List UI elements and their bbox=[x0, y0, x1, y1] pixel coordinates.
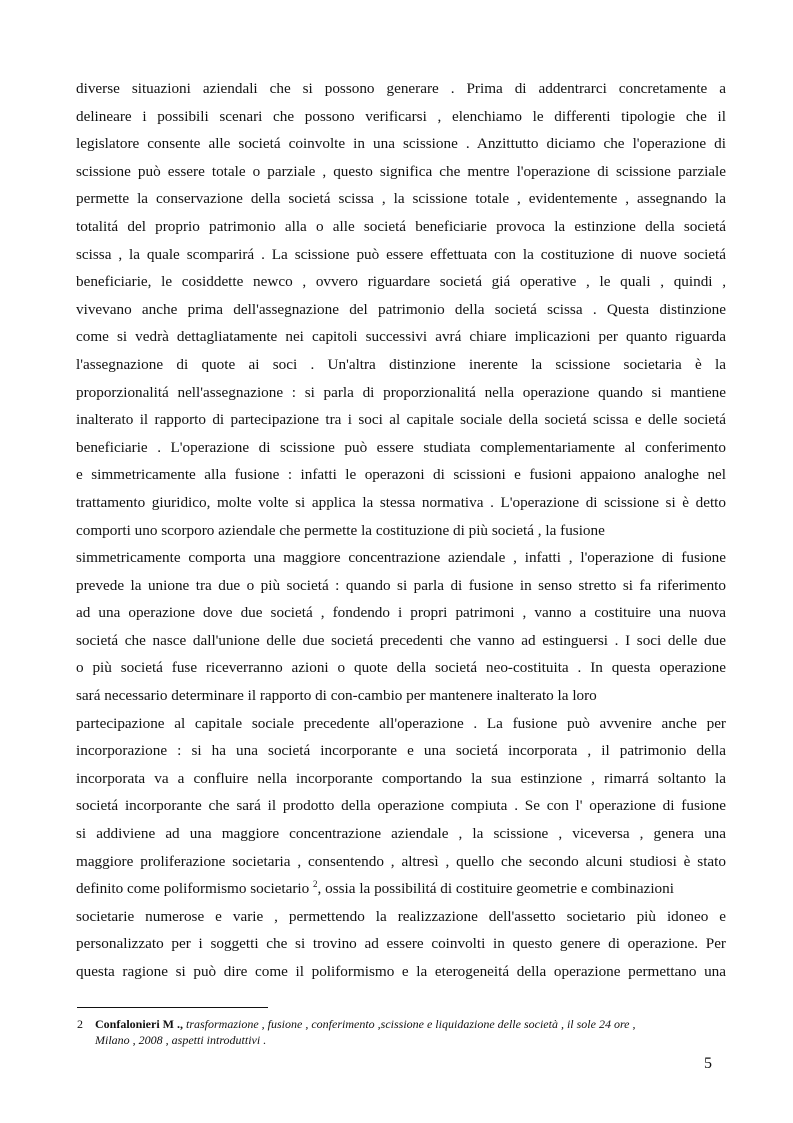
text-line-6: totalitá del proprio patrimonio alla o alle societá beneficiarie provoca la estinzione della societá bbox=[76, 217, 726, 235]
text-line-11: l'assegnazione di quote ai soci . Un'altra distinzione inerente la scissione societaria è la bbox=[76, 355, 726, 373]
text-line-30-after: , ossia la possibilitá di costituire geometrie e combinazioni bbox=[317, 880, 674, 898]
text-line-31: societarie numerose e varie , permettendo la realizzazione dell'assetto societario più idoneo e bbox=[76, 907, 726, 925]
text-line-9: vivevano anche prima dell'assegnazione del patrimonio della societá scissa . Questa distinzione bbox=[76, 300, 726, 318]
body-text bbox=[76, 75, 726, 986]
footnote-line-1 bbox=[77, 1016, 717, 1032]
text-line-22: o più societá fuse riceverranno azioni o quote della societá neo-costituita . In questa operazione bbox=[76, 659, 726, 677]
text-line-21: societá che nasce dall'unione delle due societá precedenti che vanno ad estinguersi . I soci delle due bbox=[76, 631, 726, 649]
text-line-15: e simmetricamente alla fusione : infatti le operazoni di scissioni e fusioni appaiono analoghe nel bbox=[76, 466, 726, 484]
text-line-27: societá incorporante che sará il prodotto della operazione compiuta . Se con l' operazione di fusione bbox=[76, 797, 726, 815]
text-line-10: come si vedrà dettagliatamente nei capitoli successivi avrá chiare implicazioni per quanto riguarda bbox=[76, 328, 726, 346]
footnote-title: trasformazione , fusione , conferimento ,scissione e liquidazione delle società , il sole 24 ore , bbox=[183, 1017, 636, 1031]
footnote-author: Confalonieri M ., bbox=[95, 1017, 183, 1031]
text-line-16: trattamento giuridico, molte volte si applica la stessa normativa . L'operazione di scissione si è detto bbox=[76, 493, 726, 511]
text-line-24: partecipazione al capitale sociale precedente all'operazione . La fusione può avvenire anche per bbox=[76, 714, 726, 732]
text-line-5: permette la conservazione della societá scissa , la scissione totale , evidentemente , assegnando la bbox=[76, 190, 726, 208]
text-line-17: comporti uno scorporo aziendale che permette la costituzione di più societá , la fusione bbox=[76, 521, 605, 539]
text-line-28: si addiviene ad una maggiore concentrazione aziendale , la scissione , viceversa , genera una bbox=[76, 825, 726, 843]
footnote bbox=[77, 1016, 717, 1048]
text-line-29: maggiore proliferazione societaria , consentendo , altresì , quello che secondo alcuni studiosi è stato bbox=[76, 852, 726, 870]
text-line-30 bbox=[76, 875, 726, 903]
text-line-26: incorporata va a confluire nella incorporante comportando la sua estinzione , rimarrá soltanto la bbox=[76, 769, 726, 787]
text-line-18: simmetricamente comporta una maggiore concentrazione aziendale , infatti , l'operazione di fusione bbox=[76, 549, 726, 567]
text-line-12: proporzionalitá nell'assegnazione : si parla di proporzionalitá nella operazione quando si mantiene bbox=[76, 383, 726, 401]
text-line-1: diverse situazioni aziendali che si possono generare . Prima di addentrarci concretamente a bbox=[76, 80, 726, 97]
text-line-25: incorporazione : si ha una societá incorporante e una societá incorporata , il patrimonio della bbox=[76, 742, 726, 760]
text-line-2: delineare i possibili scenari che possono verificarsi , elenchiamo le differenti tipologie che il bbox=[76, 107, 726, 125]
footnote-number: 2 bbox=[77, 1017, 83, 1031]
text-line-33: questa ragione si può dire come il poliformismo e la eterogeneitá della operazione permettano una bbox=[76, 963, 726, 980]
text-line-23: sará necessario determinare il rapporto di con-cambio per mantenere inalterato la loro bbox=[76, 687, 597, 705]
footnote-divider bbox=[77, 1007, 268, 1008]
footnote-line-2 bbox=[77, 1032, 717, 1048]
text-line-3: legislatore consente alle societá coinvolte in una scissione . Anzittutto diciamo che l'operazione di bbox=[76, 135, 726, 153]
text-line-13: inalterato il rapporto di partecipazione tra i soci al capitale sociale della societá scissa e delle societá bbox=[76, 411, 726, 429]
text-line-30-before: definito come poliformismo societario bbox=[76, 880, 314, 898]
text-line-8: beneficiarie, le cosiddette newco , ovvero riguardare societá giá operative , le quali , quindi , bbox=[76, 273, 726, 291]
text-line-7: scissa , la quale scomparirá . La scissione può essere effettuata con la costituzione di nuove societá bbox=[76, 245, 726, 263]
text-line-20: ad una operazione dove due societá , fondendo i propri patrimoni , vanno a costituire una nuova bbox=[76, 604, 726, 622]
text-line-19: prevede la unione tra due o più societá : quando si parla di fusione in senso stretto si fa riferimento bbox=[76, 576, 726, 594]
text-line-4: scissione può essere totale o parziale , questo significa che mentre l'operazione di scissione parziale bbox=[76, 162, 726, 180]
footnote-reference[interactable]: 2 bbox=[313, 879, 318, 890]
footnote-publication: Milano , 2008 , aspetti introduttivi . bbox=[95, 1033, 267, 1047]
text-line-14: beneficiarie . L'operazione di scissione può essere studiata complementariamente al conferimento bbox=[76, 438, 726, 456]
text-line-32: personalizzato per i soggetti che si trovino ad essere coinvolti in questo genere di operazione. Per bbox=[76, 935, 726, 953]
page-number: 5 bbox=[704, 1055, 712, 1072]
